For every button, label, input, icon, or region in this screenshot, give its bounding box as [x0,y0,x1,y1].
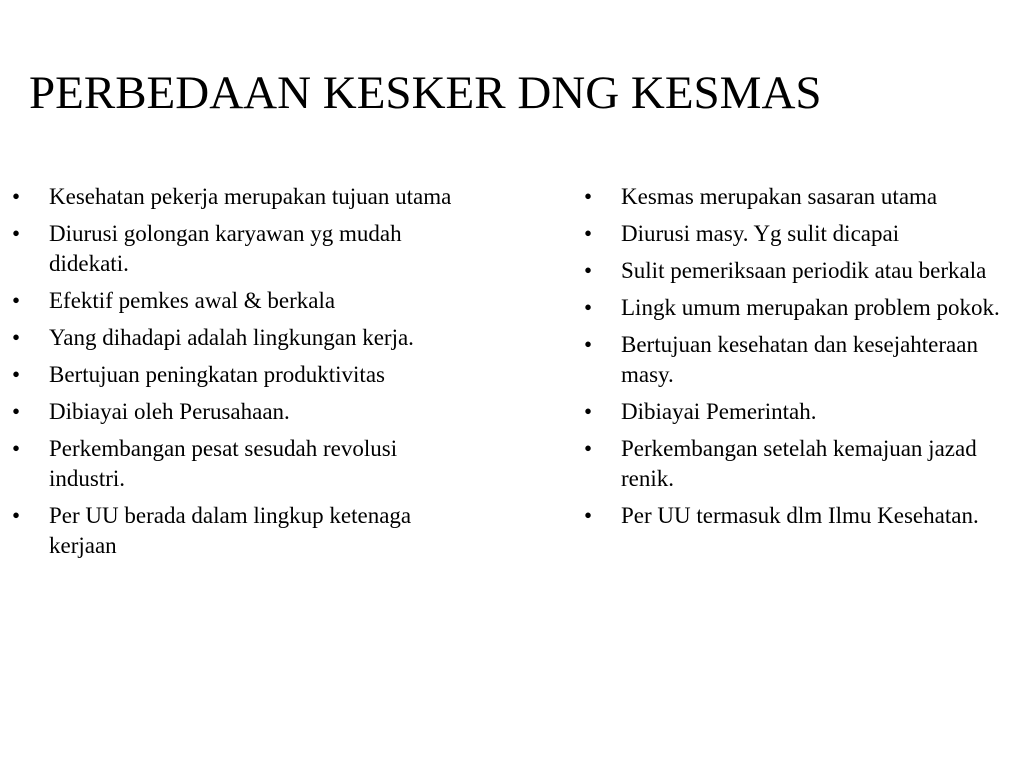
kesmas-item: • Per UU termasuk dlm Ilmu Kesehatan. [584,501,1020,531]
kesker-item: • Yang dihadapi adalah lingkungan kerja. [12,323,452,353]
kesker-item: • Bertujuan peningkatan produktivitas [12,360,452,390]
kesker-item: • Dibiayai oleh Perusahaan. [12,397,452,427]
kesker-list [12,182,452,568]
kesmas-item: • Sulit pemeriksaan periodik atau berkala [584,256,1020,286]
kesker-item: • Kesehatan pekerja merupakan tujuan utama [12,182,452,212]
kesker-item: • Perkembangan pesat sesudah revolusi industri. [12,434,452,494]
kesmas-list [584,182,1020,538]
kesmas-item: • Perkembangan setelah kemajuan jazad renik. [584,434,1020,494]
kesker-item: • Efektif pemkes awal & berkala [12,286,452,316]
kesmas-item: • Lingk umum merupakan problem pokok. [584,293,1020,323]
kesker-item: • Per UU berada dalam lingkup ketenaga kerjaan [12,501,452,561]
kesmas-item: • Dibiayai Pemerintah. [584,397,1020,427]
kesmas-item: • Diurusi masy. Yg sulit dicapai [584,219,1020,249]
kesker-item: • Diurusi golongan karyawan yg mudah didekati. [12,219,452,279]
kesmas-item: • Kesmas merupakan sasaran utama [584,182,1020,212]
kesmas-item: • Bertujuan kesehatan dan kesejahteraan masy. [584,330,1020,390]
slide-title: PERBEDAAN KESKER DNG KESMAS [29,67,822,119]
